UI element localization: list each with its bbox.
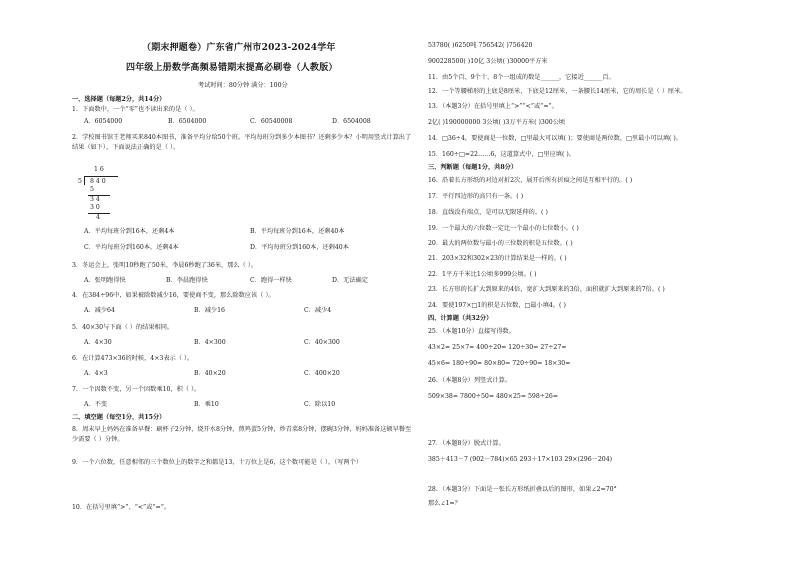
q5-option-c: C．40×300 xyxy=(304,339,340,346)
division-step-2: 3 4 xyxy=(90,196,100,203)
long-division xyxy=(72,160,132,220)
q6-option-a: A．4×3 xyxy=(84,370,108,377)
q3-option-c: C．跑得一样快 xyxy=(250,277,292,284)
q13-compare-row: 2亿( )190000000 3公顷( )3万平方米( )300公顷 xyxy=(428,119,566,126)
question-14: 14．□36÷4，要使商是一位数，□里最大可以填( )；要使商是两位数，□里最小可以填( )。 xyxy=(428,135,682,142)
title-line-1: （期末押题卷）广东省广州市2023-2024学年 xyxy=(142,43,336,53)
question-11: 11．由5个百、9个十、8个一组成的数是______，它接近______百。 xyxy=(428,74,615,81)
division-step-1: 5 xyxy=(90,186,94,193)
question-23: 23．长方形的长扩大到原来的4倍，宽扩大到原来的3倍，面积就扩大到原来的7倍。( ) xyxy=(428,286,665,293)
question-8: 8．周末早上妈妈在准备早餐：刷杯子2分钟，烧开水8分钟，煎鸡蛋5分钟，炒青菜8分钟，摆碗3分钟，妈妈准备这顿早餐至少需要（ ）分钟。 xyxy=(72,426,412,443)
q7-option-c: C．除以10 xyxy=(304,401,336,408)
division-dividend: 8 4 0 xyxy=(90,178,106,185)
question-4: 4．在384÷96中，如果被除数减少16，要使商不变，那么除数应该（ ）。 xyxy=(72,292,275,299)
q6-option-c: C．400×20 xyxy=(304,370,340,377)
q3-option-d: D．无法确定 xyxy=(332,277,368,284)
q6-option-b: B．40×20 xyxy=(194,370,226,377)
question-13: 13．（本题3分）在括号里填上“>”“<”或“=”。 xyxy=(428,103,558,110)
q27-row: 385＋413－7 (902－784)×65 293＋17×103 29×(296－204) xyxy=(428,456,613,463)
q25-row-2: 45×6= 180÷90= 80×80= 720÷90= 18×30= xyxy=(428,360,571,367)
question-28-cont: 那么∠1=？ xyxy=(428,500,461,507)
q4-option-c: C．减少4 xyxy=(304,307,332,314)
division-divisor: 5 xyxy=(78,178,82,185)
question-26: 26．（本题8分）列竖式计算。 xyxy=(428,377,511,384)
division-quotient: 1 6 xyxy=(94,166,104,173)
division-remainder: 4 xyxy=(96,214,100,221)
question-12: 12．一个等腰梯形的上底是8厘米，下底是12厘米，一条腰长14厘米，它的周长是（ ）厘米。 xyxy=(428,88,687,95)
title-line-2: 四年级上册数学高频易错期末提高必刷卷（人教版） xyxy=(126,63,338,73)
section-3-heading: 三、判断题（每题1分，共8分） xyxy=(428,164,518,171)
q26-row: 509×38= 7800÷50= 480×25= 598÷26= xyxy=(428,393,559,400)
question-3: 3．冬运会上，张明10秒跑了50米，李晨6秒跑了36米，那么（ ）。 xyxy=(72,262,258,269)
question-22: 22．1平方千米比1公顷多999公顷。( ) xyxy=(428,271,537,278)
question-9: 9．一个六位数，任意相邻的三个数位上的数字之和都是13，十万位上是6，这个数可能是（ ）。（写两个） xyxy=(72,459,362,466)
division-bar xyxy=(84,176,118,177)
question-7: 7．一个因数不变，另一个因数乘10，积（ ）。 xyxy=(72,386,201,393)
question-24: 24．要使197×□1的积是五位数，□最小填4。( ) xyxy=(428,302,566,309)
q2-option-b: B．平均每班分到16本，还剩40本 xyxy=(250,228,345,235)
section-1-heading: 一、选择题（每题2分，共14分） xyxy=(72,96,166,103)
q1-option-d: D．6504008 xyxy=(332,118,371,125)
question-27: 27．（本题8分）脱式计算。 xyxy=(428,440,505,447)
q3-option-a: A．张明跑得快 xyxy=(84,277,126,284)
question-18: 18．直线没有端点，是可以无限延伸的。( ) xyxy=(428,209,548,216)
question-20: 20．最大的两位数与最小的三位数的积是五位数。( ) xyxy=(428,240,573,247)
question-2: 2．学校图书馆王老师买来840本图书，准备平均分给50个班。平均每班分到多少本图书？还剩多少本？小明用竖式计算出了结果（如下），下面说法正确的是（ ）。 xyxy=(72,134,412,151)
section-2-heading: 二、填空题（每空1分，共15分） xyxy=(72,414,166,421)
q25-row-1: 43×2= 25×7= 400÷20= 120÷30= 27÷27= xyxy=(428,344,567,351)
exam-info: 考试时间：80分钟 满分：100分 xyxy=(198,82,288,89)
question-21: 21．203×32和302×23的计算结果是一样的。( ) xyxy=(428,255,567,262)
q4-option-b: B．减少16 xyxy=(194,307,225,314)
q5-option-a: A．4×30 xyxy=(84,339,112,346)
q1-option-a: A．6054000 xyxy=(84,118,123,125)
q3-option-b: B．李晨跑得快 xyxy=(166,277,208,284)
q7-option-b: B．乘10 xyxy=(194,401,219,408)
question-28: 28．（本题3分）下面是一张长方形纸折叠以后的图形，如果∠2=70° xyxy=(428,486,617,493)
question-5: 5．40×30与下面（ ）的结果相同。 xyxy=(72,324,174,331)
question-17: 17．平行四边形的高只有一条。( ) xyxy=(428,193,524,200)
q2-option-d: D．平均每班分到160本，还剩40本 xyxy=(250,244,349,251)
question-19: 19．一个最大的六位数一定比一个最小的七位数小。( ) xyxy=(428,225,579,232)
division-step-3: 3 0 xyxy=(90,204,100,211)
question-6: 6．在计算473×36的时候，4×3表示（ ）。 xyxy=(72,355,194,362)
question-16: 16．沿着长方形纸的对边对折2次，展开后所有折痕之间是互相平行的。( ) xyxy=(428,177,633,184)
question-10: 10．在括号里填“>”、“<”或“=”。 xyxy=(72,504,171,511)
q1-option-b: B．6504000 xyxy=(168,118,207,125)
section-4-heading: 四、计算题（共32分） xyxy=(428,315,493,322)
q1-option-c: C．60540008 xyxy=(250,118,293,125)
division-bracket xyxy=(84,176,85,185)
q4-option-a: A．减少64 xyxy=(84,307,115,314)
q2-option-c: C．平均每班分到160本，还剩4本 xyxy=(84,244,179,251)
question-25: 25．（本题10分）直接写得数。 xyxy=(428,328,515,335)
compare-row-1: 53780( )6250吨 756542( )756420 xyxy=(428,42,533,49)
question-15: 15．160÷□=22……6，这道算式中，□里应填( )。 xyxy=(428,151,575,158)
compare-row-2: 900228500( )10亿 3公顷( )30000平方米 xyxy=(428,58,548,65)
q5-option-b: B．4×300 xyxy=(194,339,226,346)
question-1: 1．下面数中，一个“零”也不读出来的是（ ）。 xyxy=(72,106,199,113)
q2-option-a: A．平均每班分到16本，还剩4本 xyxy=(84,228,175,235)
q7-option-a: A．不变 xyxy=(84,401,108,408)
